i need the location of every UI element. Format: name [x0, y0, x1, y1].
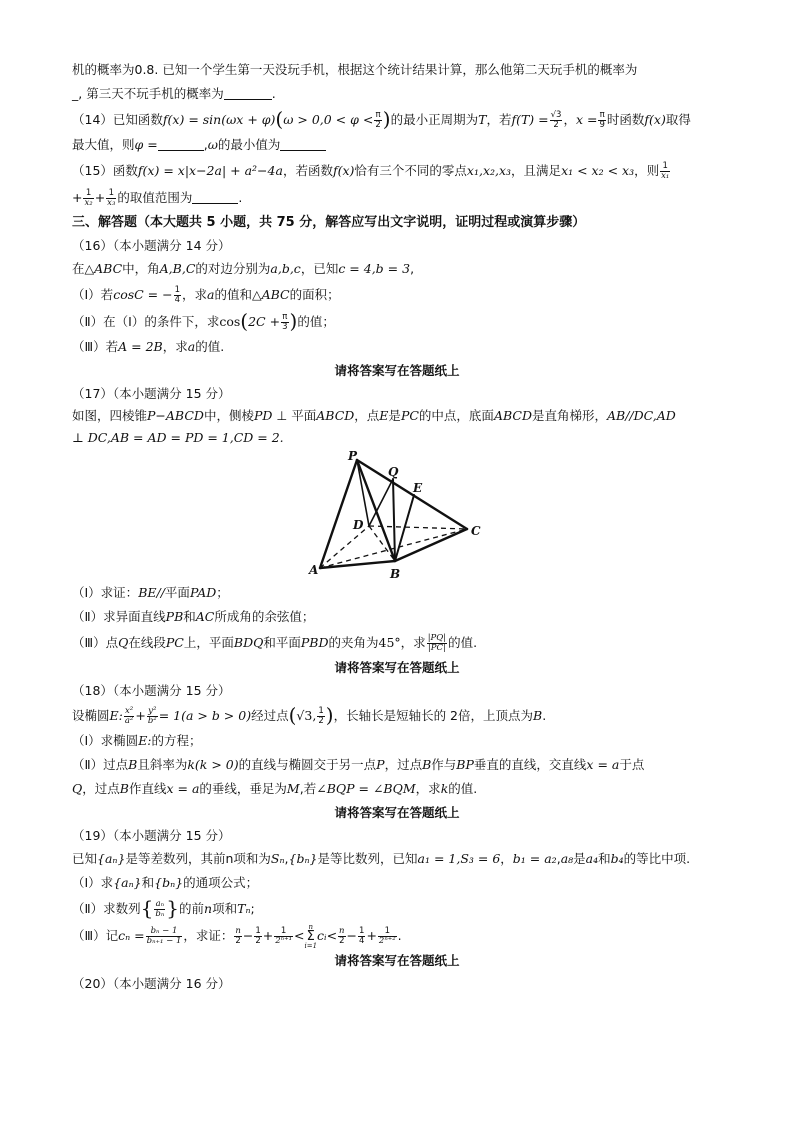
- q18-part2-line1: （Ⅱ）过点B且斜率为k(k > 0)的直线与椭圆交于另一点P，过点B作与BP垂直的直线，交直线x = a于点: [72, 757, 645, 772]
- q17-part3: （Ⅲ）点Q在线段PC上，平面BDQ和平面PBD的夹角为45°，求 $\frac{|PQ|}{|PC|}$ 的值.: [72, 633, 478, 653]
- pyramid-figure: [307, 449, 507, 581]
- answer-note: 请将答案写在答题纸上: [334, 363, 460, 378]
- exam-page: [72, 58, 722, 995]
- answer-blank: [192, 189, 238, 204]
- answer-blank: [224, 85, 272, 100]
- answer-note: 请将答案写在答题纸上: [334, 953, 460, 968]
- section-heading: 三、解答题（本大题共 5 小题，共 75 分，解答应写出文字说明，证明过程或演算步骤）: [72, 215, 586, 230]
- q18-stem: 设椭圆E: $\frac{\text{x²}}{\text{a²}}$ + $\frac{\text{y²}}{\text{b²}}$ = 1(a > b > 0)经过点(√3, $\frac{1}{2}$ )，长轴长是短轴长的 2倍，上顶点为B.: [72, 703, 547, 727]
- q19-head: （19）（本小题满分 15 分）: [72, 828, 231, 843]
- q15-line2: + $\frac{1}{\text{x₂}}$ + $\frac{1}{\text{x₃}}$ 的取值范围为 .: [72, 188, 243, 208]
- q19-part2: （Ⅱ）求数列{ $\frac{\text{aₙ}}{\text{bₙ}}$ }的前n项和Tₙ;: [72, 896, 255, 920]
- edge-PD: [357, 460, 369, 526]
- edge-BE: [395, 495, 414, 561]
- q17-stem-2: ⊥ DC,AB = AD = PD = 1,CD = 2.: [72, 430, 284, 445]
- q17-head: （17）（本小题满分 15 分）: [72, 386, 231, 401]
- answer-blank: [158, 136, 204, 151]
- label-A: A: [309, 563, 319, 577]
- q19-part3: （Ⅲ）记cₙ = $\frac{\text{bₙ − 1}}{\text{bₙ₊₁ − 1}}$ ，求证： $\frac{n}{2}$ − $\frac{1}{2}$ + $\frac{1}{\text{2ⁿ⁺¹}}$ < n Σ i=1 cᵢ< $\frac{n}{2}$ − $\frac{1}{4}$ + $\frac{1}{\text{2ⁿ⁺²}}$ .: [72, 922, 402, 950]
- q16-part1: （Ⅰ）若cosC = − $\frac{1}{4}$ ，求a的值和△ABC的面积；: [72, 285, 340, 305]
- q15-line1: （15）函数f(x) = x|x−2a| + a²−4a，若函数f(x)恰有三个不同的零点x₁,x₂,x₃，且满足x₁ < x₂ < x₃，则 $\frac{1}{\text{x₁}}$: [72, 161, 670, 181]
- label-Q: Q: [388, 465, 399, 479]
- q17-part1: （Ⅰ）求证：BE//平面PAD；: [72, 585, 229, 600]
- q18-part2-line2: Q，过点B作直线x = a的垂线，垂足为M,若∠BQP = ∠BQM，求k的值.: [72, 781, 478, 796]
- edge-BC: [395, 529, 467, 561]
- q13-line1: 机的概率为0.8. 已知一个学生第一天没玩手机，根据这个统计结果计算，那么他第二天玩手机的概率为: [72, 62, 638, 77]
- q16-part2: （Ⅱ）在（Ⅰ）的条件下，求cos(2C + $\frac{\pi}{3}$ )的值；: [72, 309, 335, 333]
- q20-head: （20）（本小题满分 16 分）: [72, 976, 231, 991]
- q13-line2: _, 第三天不玩手机的概率为 .: [72, 86, 276, 101]
- answer-note: 请将答案写在答题纸上: [334, 660, 460, 675]
- answer-blank: [280, 136, 326, 151]
- q16-stem: 在△ABC中，角A,B,C的对边分别为a,b,c，已知c = 4,b = 3,: [72, 261, 415, 276]
- edge-PA: [320, 460, 357, 568]
- q17-part2: （Ⅱ）求异面直线PB和AC所成角的余弦值；: [72, 609, 315, 624]
- label-B: B: [390, 567, 401, 581]
- label-E: E: [413, 481, 423, 495]
- q16-head: （16）（本小题满分 14 分）: [72, 238, 231, 253]
- q19-stem: 已知{aₙ}是等差数列，其前n项和为Sₙ,{bₙ}是等比数列，已知a₁ = 1,S₃ = 6，b₁ = a₂,a₈是a₄和b₄的等比中项.: [72, 851, 691, 866]
- label-P: P: [348, 449, 358, 463]
- q18-part1: （Ⅰ）求椭圆E:的方程；: [72, 733, 202, 748]
- q14-line2: 最大值，则φ = ,ω的最小值为: [72, 133, 722, 157]
- label-D: D: [353, 518, 364, 532]
- edge-DB: [369, 526, 395, 561]
- q19-part1: （Ⅰ）求{aₙ}和{bₙ}的通项公式；: [72, 875, 259, 890]
- q18-head: （18）（本小题满分 15 分）: [72, 683, 231, 698]
- q17-stem-1: 如图，四棱锥P−ABCD中，侧棱PD ⊥ 平面ABCD，点E是PC的中点，底面ABCD是直角梯形，AB//DC,AD: [72, 408, 676, 423]
- answer-note: 请将答案写在答题纸上: [334, 805, 460, 820]
- label-C: C: [471, 524, 481, 538]
- q14-line1: （14）已知函数f(x) = sin(ωx + φ)(ω > 0,0 < φ < $\frac{\pi}{2}$ )的最小正周期为T，若f(T) = $\frac{√3}{2}$ ，x = $\frac{\pi}{9}$ 时函数f(x)取得: [72, 107, 691, 131]
- q16-part3: （Ⅲ）若A = 2B，求a的值.: [72, 339, 225, 354]
